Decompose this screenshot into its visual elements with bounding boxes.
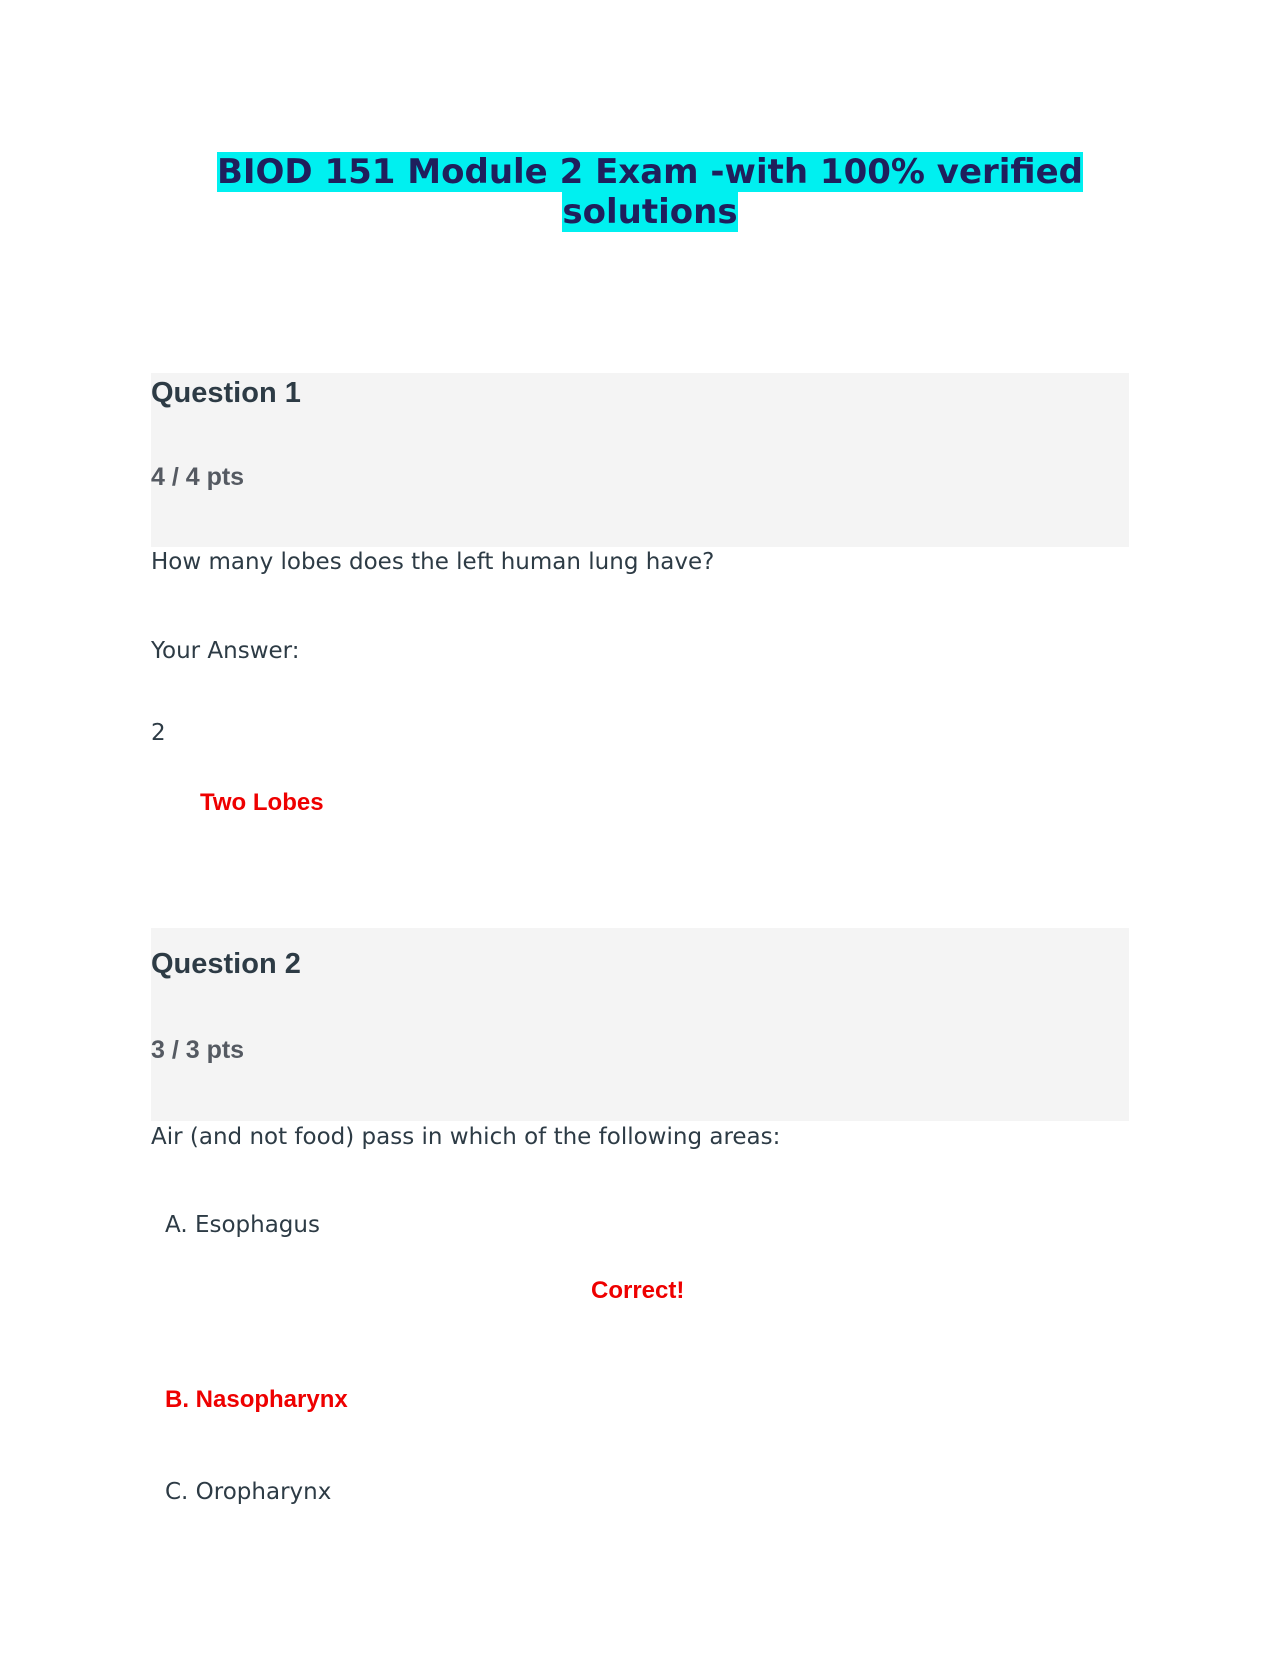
question-1-prompt: How many lobes does the left human lung have? [151, 549, 715, 575]
question-1-solution: Two Lobes [200, 789, 324, 816]
question-2-option-a: A. Esophagus [165, 1212, 320, 1238]
question-2-prompt: Air (and not food) pass in which of the following areas: [151, 1124, 781, 1150]
question-2-option-b: B. Nasopharynx [165, 1386, 348, 1413]
question-1-points: 4 / 4 pts [151, 463, 245, 491]
question-2-title: Question 2 [151, 948, 301, 980]
correct-indicator: Correct! [591, 1277, 685, 1304]
document-title [150, 152, 1150, 232]
document-title-text: BIOD 151 Module 2 Exam -with 100% verified solutions [216, 152, 1084, 232]
question-2-header [151, 928, 1129, 1121]
question-1-answer-value: 2 [151, 720, 166, 746]
question-1-header [151, 373, 1129, 547]
question-1-answer-label: Your Answer: [151, 638, 300, 664]
question-2-option-c: C. Oropharynx [165, 1479, 332, 1505]
question-1-title: Question 1 [151, 377, 301, 409]
question-2-points: 3 / 3 pts [151, 1036, 245, 1064]
